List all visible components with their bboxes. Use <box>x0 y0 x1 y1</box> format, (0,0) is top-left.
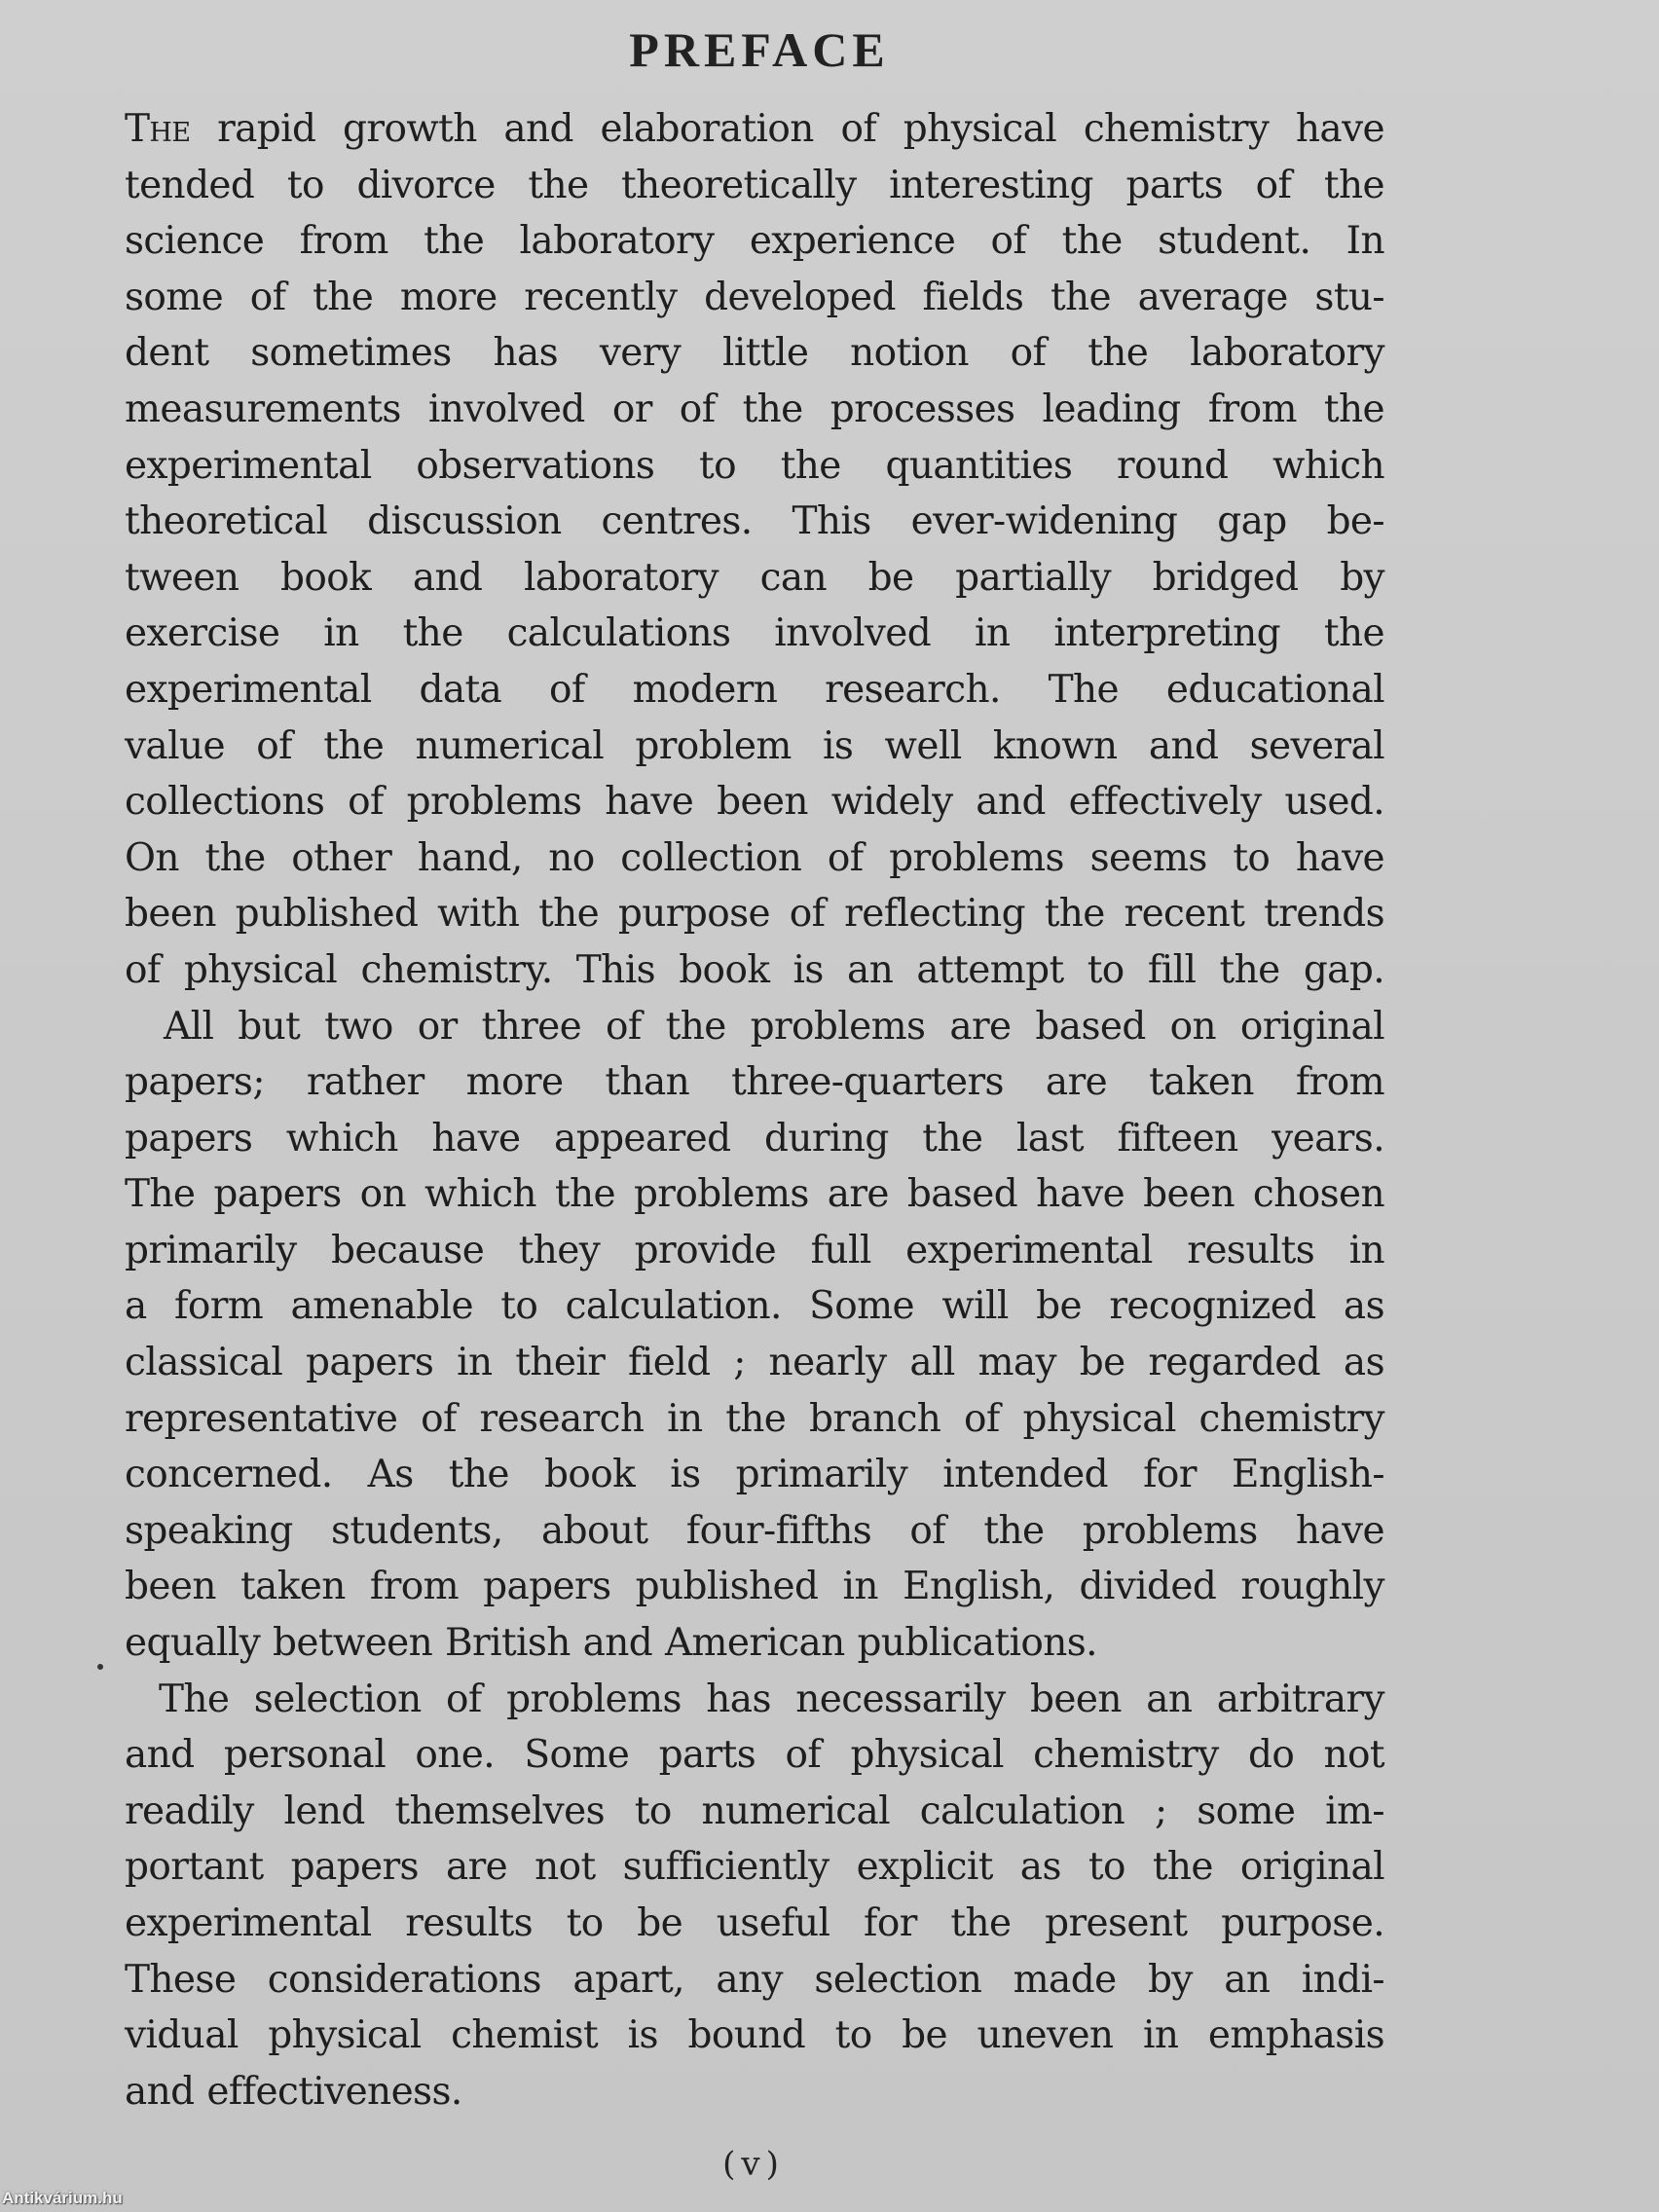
text-line: been published with the purpose of reflecting the recent trends <box>125 892 1384 937</box>
text-line: papers which have appeared during the last fifteen years. <box>125 1116 1384 1161</box>
watermark-logo: Antikvárium.hu <box>2 2189 123 2207</box>
text-line: tween book and laboratory can be partially bridged by <box>125 555 1384 600</box>
text-line: concerned. As the book is primarily intended for English- <box>125 1453 1384 1497</box>
page-title: PREFACE <box>629 22 890 77</box>
text-line: tended to divorce the theoretically interesting parts of the <box>125 163 1384 207</box>
paragraph-3 <box>125 1672 1384 2120</box>
text-line: experimental data of modern research. The educational <box>125 667 1384 712</box>
text-line: been taken from papers published in English, divided roughly <box>125 1565 1384 1609</box>
preface-body <box>125 101 1384 2120</box>
text-line: papers; rather more than three-quarters are taken from <box>125 1060 1384 1105</box>
text-line: experimental observations to the quantities round which <box>125 443 1384 488</box>
page-number: (v) <box>722 2145 785 2184</box>
text-line: theoretical discussion centres. This ever-widening gap be- <box>125 499 1384 544</box>
text-line: These considerations apart, any selection made by an indi- <box>125 1957 1384 2002</box>
text-line: portant papers are not sufficiently explicit as to the original <box>125 1845 1384 1890</box>
text-line: classical papers in their field ; nearly all may be regarded as <box>125 1341 1384 1385</box>
text-line: value of the numerical problem is well known and several <box>125 723 1384 768</box>
text-line: vidual physical chemist is bound to be uneven in emphasis <box>125 2013 1384 2058</box>
ink-speck <box>97 1664 103 1670</box>
text-line: The rapid growth and elaboration of physical chemistry have <box>125 107 1384 151</box>
text-line: science from the laboratory experience of the student. In <box>125 219 1384 264</box>
text-line: and effectiveness. <box>125 2069 462 2114</box>
text-line: and personal one. Some parts of physical chemistry do not <box>125 1733 1384 1778</box>
text-line: equally between British and American publications. <box>125 1621 1097 1666</box>
text-line: dent sometimes has very little notion of the laboratory <box>125 331 1384 376</box>
paragraph-2 <box>125 999 1384 1672</box>
text-line: representative of research in the branch of physical chemistry <box>125 1396 1384 1441</box>
text-line: collections of problems have been widely and effectively used. <box>125 780 1384 825</box>
text-line: of physical chemistry. This book is an attempt to fill the gap. <box>125 947 1384 992</box>
paragraph-1 <box>125 101 1384 999</box>
text-line: readily lend themselves to numerical calculation ; some im- <box>125 1788 1384 1833</box>
text-line: All but two or three of the problems are based on original <box>164 1004 1384 1049</box>
lead-word: The <box>125 107 191 151</box>
text-line: measurements involved or of the processes leading from the <box>125 387 1384 431</box>
text-line: speaking students, about four-fifths of the problems have <box>125 1508 1384 1553</box>
text-line: some of the more recently developed fields the average stu- <box>125 275 1384 319</box>
text-line: The papers on which the problems are based have been chosen <box>125 1172 1384 1217</box>
text-line: On the other hand, no collection of problems seems to have <box>125 835 1384 880</box>
text-line: primarily because they provide full experimental results in <box>125 1228 1384 1272</box>
text-line: a form amenable to calculation. Some will be recognized as <box>125 1284 1384 1329</box>
text-line: The selection of problems has necessarily been an arbitrary <box>159 1677 1384 1721</box>
text-line: experimental results to be useful for the present purpose. <box>125 1901 1384 1945</box>
text-line: exercise in the calculations involved in interpreting the <box>125 611 1384 656</box>
